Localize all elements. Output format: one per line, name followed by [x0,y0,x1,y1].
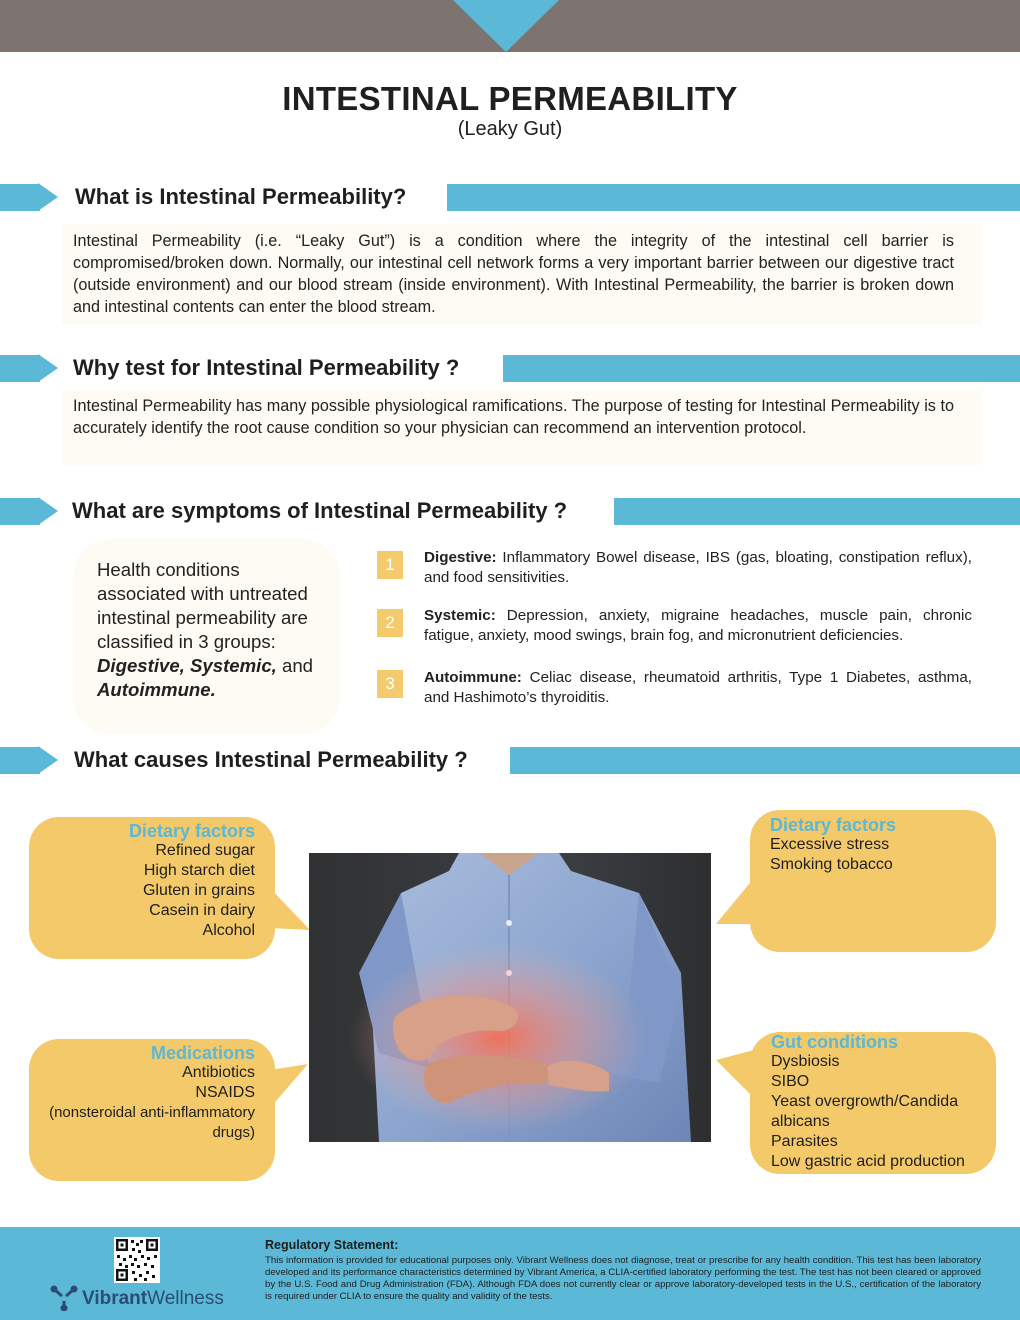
cause-item: Low gastric acid production [771,1153,965,1170]
vibrant-wellness-logo [82,1288,224,1310]
cause-item: Parasites [771,1133,838,1150]
number-badge-3: 3 [377,670,403,698]
cause-item: Smoking tobacco [770,856,893,873]
cause-item: albicans [771,1113,830,1130]
symptom-text: Inflammatory Bowel disease, IBS (gas, bloating, constipation reflux), and food sensitivities. [424,549,972,586]
callout-title: Gut conditions [771,1032,898,1052]
why-paragraph: Intestinal Permeability has many possible physiological ramifications. The purpose of testing for Intestinal Permeability is to accurately identify the root cause condition so your physician can recommend an intervention protocol. [73,397,954,437]
qr-code-icon [114,1237,160,1283]
callout-gut-conditions [750,1032,996,1174]
symptom-label: Autoimmune: [424,669,522,686]
cause-item: High starch diet [143,862,255,879]
qr-code[interactable] [114,1237,160,1283]
section-bar-right [503,355,1020,382]
bubble-lead-text: Health conditions associated with untreated intestinal permeability are classified in 3 groups: [97,559,308,652]
section-chevron-icon [38,354,58,382]
symptom-item-digestive [424,548,972,588]
why-paragraph-box [62,389,982,465]
cause-item: drugs) [212,1124,255,1141]
section-bar-right [614,498,1020,525]
section-chevron-icon [38,183,58,211]
cause-item: Gluten in grains [142,882,255,899]
cause-item: Antibiotics [182,1064,255,1081]
number-badge-2: 2 [377,609,403,637]
cause-item: NSAIDS [195,1084,255,1101]
cause-item: SIBO [771,1073,810,1090]
bubble-group-autoimmune: Autoimmune. [97,679,216,700]
cause-item: Yeast overgrowth/Candida [771,1093,959,1110]
callout-pointer [714,878,756,926]
what-paragraph-box [62,224,982,324]
symptom-text: Celiac disease, rheumatoid arthritis, Type 1 Diabetes, asthma, and Hashimoto’s thyroiditis. [424,669,972,706]
number-badge-1: 1 [377,551,403,579]
section-bar-left [0,498,40,525]
callout-pointer [270,888,312,934]
cause-item: Casein in dairy [149,902,255,919]
callout-medications [29,1039,275,1181]
symptom-text: Depression, anxiety, migraine headaches, muscle pain, chronic fatigue, anxiety, mood swings, brain fog, and micronutrient deficiencies. [424,607,972,644]
person-holding-stomach-illustration [309,853,711,1142]
stomach-pain-photo [309,853,711,1142]
down-arrow-decoration [453,0,559,52]
section-heading-what: What is Intestinal Permeability? [75,184,407,209]
logo-text-bold: Vibrant [82,1288,148,1309]
section-heading-symptoms: What are symptoms of Intestinal Permeability ? [72,498,568,523]
section-bar-left [0,184,40,211]
symptom-label: Systemic: [424,607,496,624]
regulatory-title: Regulatory Statement: [265,1238,399,1252]
callout-pointer [716,1050,756,1100]
symptom-groups-bubble [73,539,340,734]
logo-text-light: Wellness [147,1288,224,1309]
cause-item: (nonsteroidal anti-inflammatory [49,1104,255,1121]
symptom-item-autoimmune [424,668,972,708]
symptom-item-systemic [424,606,972,646]
section-bar-right [510,747,1020,774]
section-bar-right [447,184,1020,211]
callout-pointer [270,1062,310,1110]
callout-title: Dietary factors [770,815,897,835]
symptom-label: Digestive: [424,549,497,566]
callout-title: Medications [150,1043,255,1063]
page-subtitle: (Leaky Gut) [457,118,563,140]
cause-item: Dysbiosis [771,1053,840,1070]
callout-dietary-right [750,810,996,952]
section-heading-causes: What causes Intestinal Permeability ? [74,747,468,772]
cause-item: Refined sugar [155,842,255,859]
callout-title: Dietary factors [128,821,255,841]
callout-dietary-left [29,817,275,959]
section-bar-left [0,747,40,774]
cause-item: Excessive stress [770,836,890,853]
vibrant-logo-icon [50,1285,78,1311]
what-paragraph: Intestinal Permeability (i.e. “Leaky Gut”) is a condition where the integrity of the intestinal cell barrier is compromised/broken down. Normally, our intestinal cell network forms a very important barrier between our digestive tract (outside environment) and our blood stream (inside environment). With Intestinal Permeability, the barrier is broken down and intestinal contents can enter the blood stream. [73,232,954,316]
section-heading-why: Why test for Intestinal Permeability ? [73,355,460,380]
bubble-and: and [276,655,314,676]
cause-item: Alcohol [202,922,255,939]
section-bar-left [0,355,40,382]
section-chevron-icon [38,497,58,525]
regulatory-text: This information is provided for educational purposes only. Vibrant Wellness does not diagnose, treat or prescribe for any health condition. This test has been laboratory developed and its performance characteristics determined by Vibrant America, a CLIA-certified laboratory performing the test. The test has not been cleared or approved by the U.S. Food and Drug Administration (FDA). Although FDA does not currently clear or approve laboratory-developed tests in the U.S., certification of the laboratory is required under CLIA to ensure the quality and validity of the tests. [265,1255,981,1302]
section-chevron-icon [38,746,58,774]
bubble-group-digestive-systemic: Digestive, Systemic, [97,655,277,676]
page-title: INTESTINAL PERMEABILITY [282,80,738,117]
